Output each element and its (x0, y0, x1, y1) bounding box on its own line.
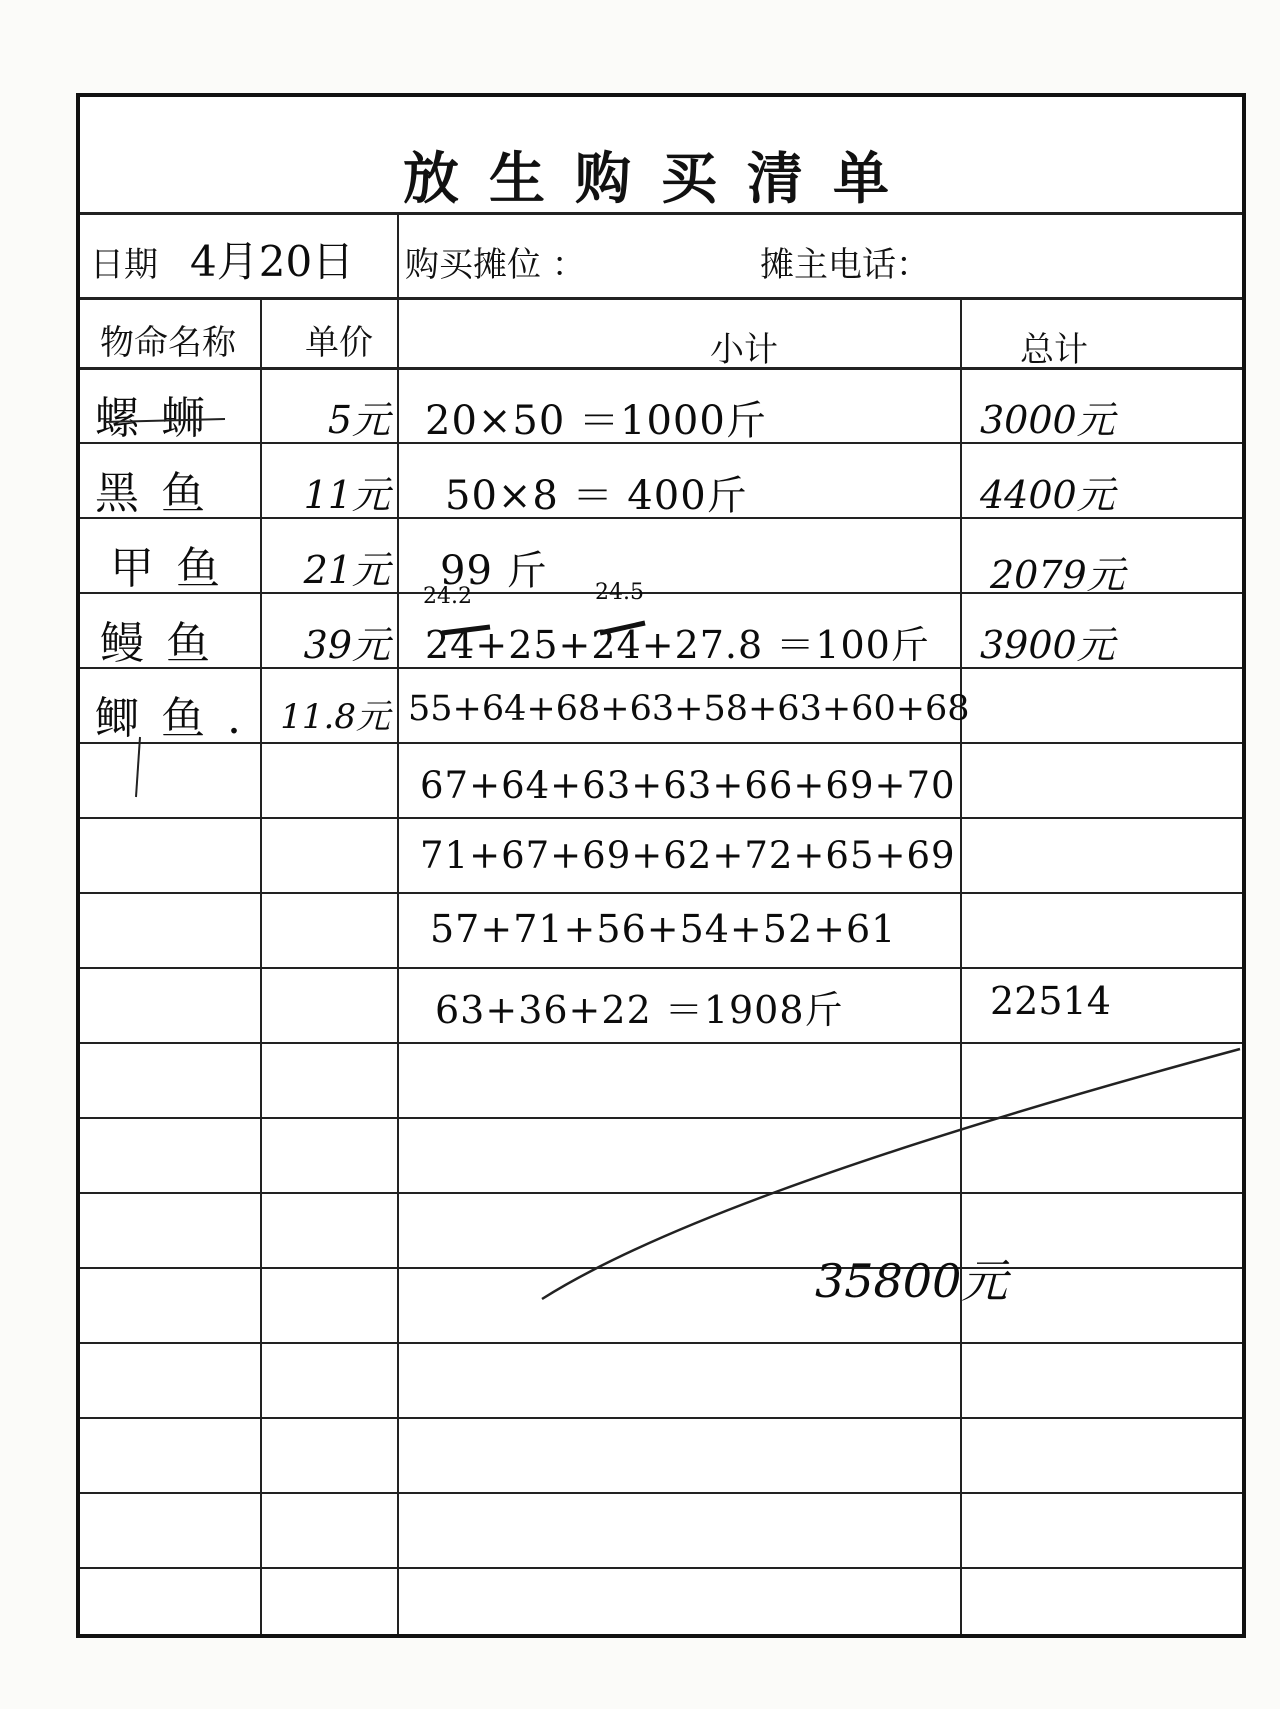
item-price: 11元 (303, 473, 390, 517)
scratch-out (442, 627, 490, 633)
item-price: 21元 (303, 548, 390, 592)
item-subtotal: 99 斤 (440, 548, 548, 594)
phone-label: 摊主电话： (760, 245, 930, 285)
item-name: 螺蛳 (95, 393, 227, 444)
item-subtotal: 67+64+63+63+66+69+70 (420, 764, 956, 807)
header-total: 总计 (1020, 330, 1088, 370)
item-subtotal: 20×50 ＝1000斤 (425, 398, 767, 444)
header-price: 单价 (305, 323, 373, 363)
date-label: 日期 (90, 245, 158, 285)
correction-note: 24.5 (595, 580, 644, 605)
scratch-out (600, 623, 645, 633)
date-value: 4月20日 (190, 237, 355, 286)
item-total: 3000元 (980, 398, 1115, 442)
item-total: 4400元 (980, 473, 1115, 517)
grand-total: 35800元 (815, 1254, 1008, 1308)
item-subtotal: 57+71+56+54+52+61 (430, 907, 897, 951)
item-subtotal: 71+67+69+62+72+65+69 (420, 834, 956, 877)
item-total: 2079元 (990, 553, 1125, 597)
item-name: 鳗鱼 (100, 618, 232, 669)
item-subtotal: 50×8 ＝ 400斤 (445, 473, 748, 519)
item-name: 黑鱼 (95, 468, 227, 519)
item-total: 22514 (990, 979, 1111, 1023)
item-subtotal: 55+64+68+63+58+63+60+68 (408, 689, 970, 729)
correction-note: 24.2 (423, 584, 472, 609)
item-price: 39元 (303, 623, 390, 667)
item-total: 3900元 (980, 623, 1115, 667)
item-name: 鲫鱼. (95, 693, 263, 744)
item-price: 11.8元 (280, 697, 390, 737)
underline-stroke (105, 419, 225, 422)
item-subtotal: 63+36+22 ＝1908斤 (435, 988, 844, 1032)
pen-stroke (136, 737, 140, 797)
form-title: 放生购买清单 (403, 147, 919, 212)
item-name: 甲鱼 (110, 543, 242, 594)
item-subtotal: 24+25+24+27.8 ＝100斤 (425, 623, 930, 667)
diagonal-stroke (542, 1049, 1240, 1299)
item-price: 5元 (327, 398, 390, 442)
header-subtotal: 小计 (710, 330, 778, 370)
header-name: 物命名称 (100, 323, 236, 363)
stall-label: 购买摊位 ： (405, 245, 586, 285)
pen-marks (80, 97, 1242, 1634)
purchase-list-form (76, 93, 1246, 1638)
